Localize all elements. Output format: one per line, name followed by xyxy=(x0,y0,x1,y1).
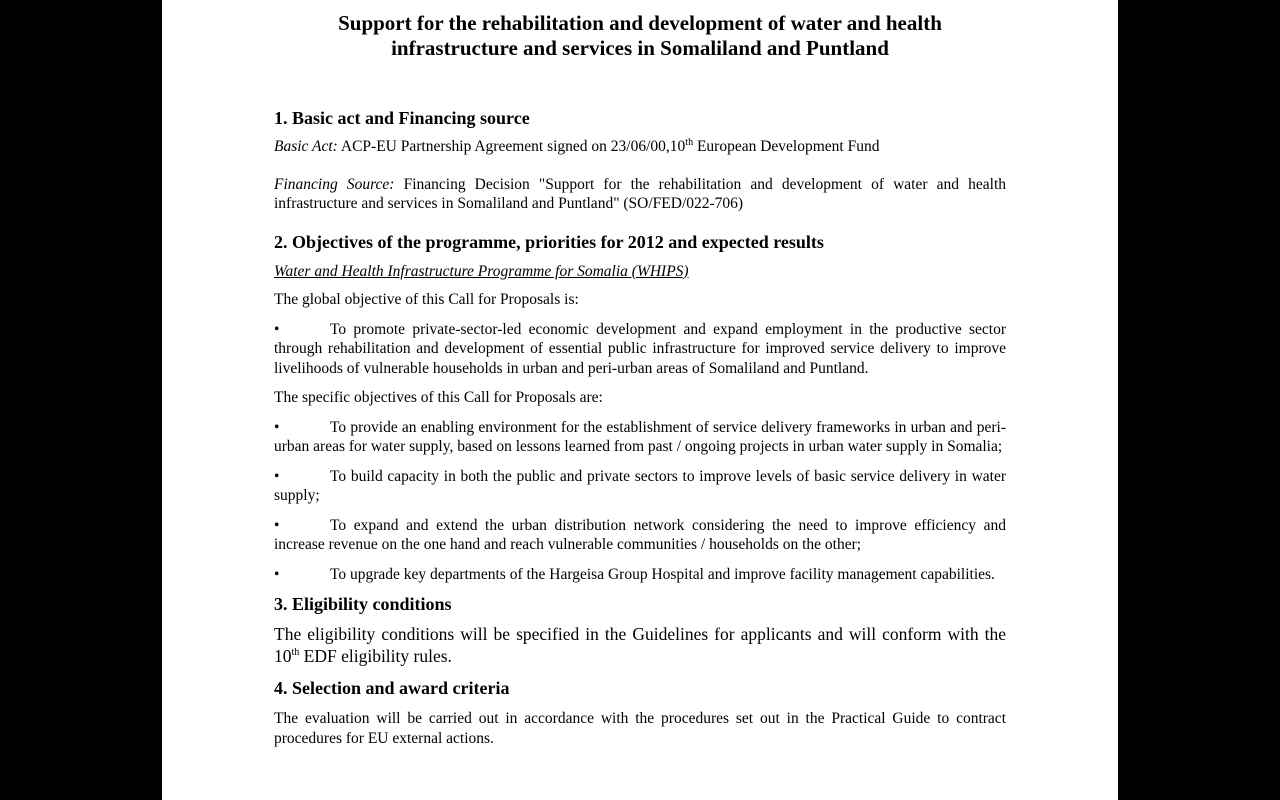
specific-objective-bullet-2 xyxy=(274,467,1006,506)
basic-act-paragraph xyxy=(274,137,1006,157)
section-1-heading: 1. Basic act and Financing source xyxy=(274,108,530,128)
eligibility-paragraph xyxy=(274,623,1006,667)
document-content xyxy=(274,11,1006,748)
section-4-heading: 4. Selection and award criteria xyxy=(274,678,510,698)
section-3-heading: 3. Eligibility conditions xyxy=(274,594,452,614)
programme-subheading: Water and Health Infrastructure Programme for Somalia (WHIPS) xyxy=(274,262,689,280)
basic-act-sup: th xyxy=(685,136,694,148)
eligibility-sup: th xyxy=(291,647,300,659)
bullet-text: To upgrade key departments of the Hargeisa Group Hospital and improve facility management capabilities. xyxy=(330,565,995,583)
bullet-text: To promote private-sector-led economic development and expand employment in the productive sector through rehabilitation and development of essential public infrastructure for improved service delivery to improve livelihoods of vulnerable households in urban and peri-urban areas of Somaliland and Puntland. xyxy=(274,320,1006,377)
financing-source-text: Financing Decision "Support for the rehabilitation and development of water and health infrastructure and services in Somaliland and Puntland" (SO/FED/022-706) xyxy=(274,175,1006,212)
document-title xyxy=(274,11,1006,61)
basic-act-label: Basic Act: xyxy=(274,138,338,155)
global-objective-bullet xyxy=(274,320,1006,379)
financing-source-paragraph xyxy=(274,175,1006,214)
title-line-1: Support for the rehabilitation and development of water and health xyxy=(338,11,942,35)
financing-source-label: Financing Source: xyxy=(274,175,395,193)
specific-objective-bullet-4 xyxy=(274,565,1006,585)
bullet-text: To build capacity in both the public and private sectors to improve levels of basic service delivery in water supply; xyxy=(274,467,1006,504)
title-line-2: infrastructure and services in Somaliland and Puntland xyxy=(391,36,889,60)
basic-act-text: ACP-EU Partnership Agreement signed on 23/06/00,10 xyxy=(340,138,686,155)
selection-paragraph: The evaluation will be carried out in accordance with the procedures set out in the Practical Guide to contract procedures for EU external actions. xyxy=(274,710,1006,747)
bullet-text: To provide an enabling environment for the establishment of service delivery frameworks in urban and peri-urban areas for water supply, based on lessons learned from past / ongoing projects in urban water supply in Somalia; xyxy=(274,418,1006,455)
basic-act-text-end: European Development Fund xyxy=(696,138,880,155)
eligibility-text-end: EDF eligibility rules. xyxy=(303,646,452,666)
bullet-marker: • xyxy=(274,320,280,338)
section-2-heading: 2. Objectives of the programme, priorities for 2012 and expected results xyxy=(274,231,824,252)
bullet-marker: • xyxy=(274,516,280,534)
specific-objectives-intro: The specific objectives of this Call for Proposals are: xyxy=(274,389,603,406)
eligibility-text: The eligibility conditions will be specified in the Guidelines for applicants and will conform with the 10 xyxy=(274,624,1006,666)
bullet-text: To expand and extend the urban distribution network considering the need to improve efficiency and increase revenue on the one hand and reach vulnerable communities / households on the other; xyxy=(274,516,1006,553)
bullet-marker: • xyxy=(274,418,280,436)
specific-objective-bullet-1 xyxy=(274,418,1006,457)
bullet-marker: • xyxy=(274,467,280,485)
bullet-marker: • xyxy=(274,565,280,583)
specific-objective-bullet-3 xyxy=(274,516,1006,555)
global-objective-intro: The global objective of this Call for Proposals is: xyxy=(274,291,579,308)
document-page xyxy=(162,0,1118,800)
